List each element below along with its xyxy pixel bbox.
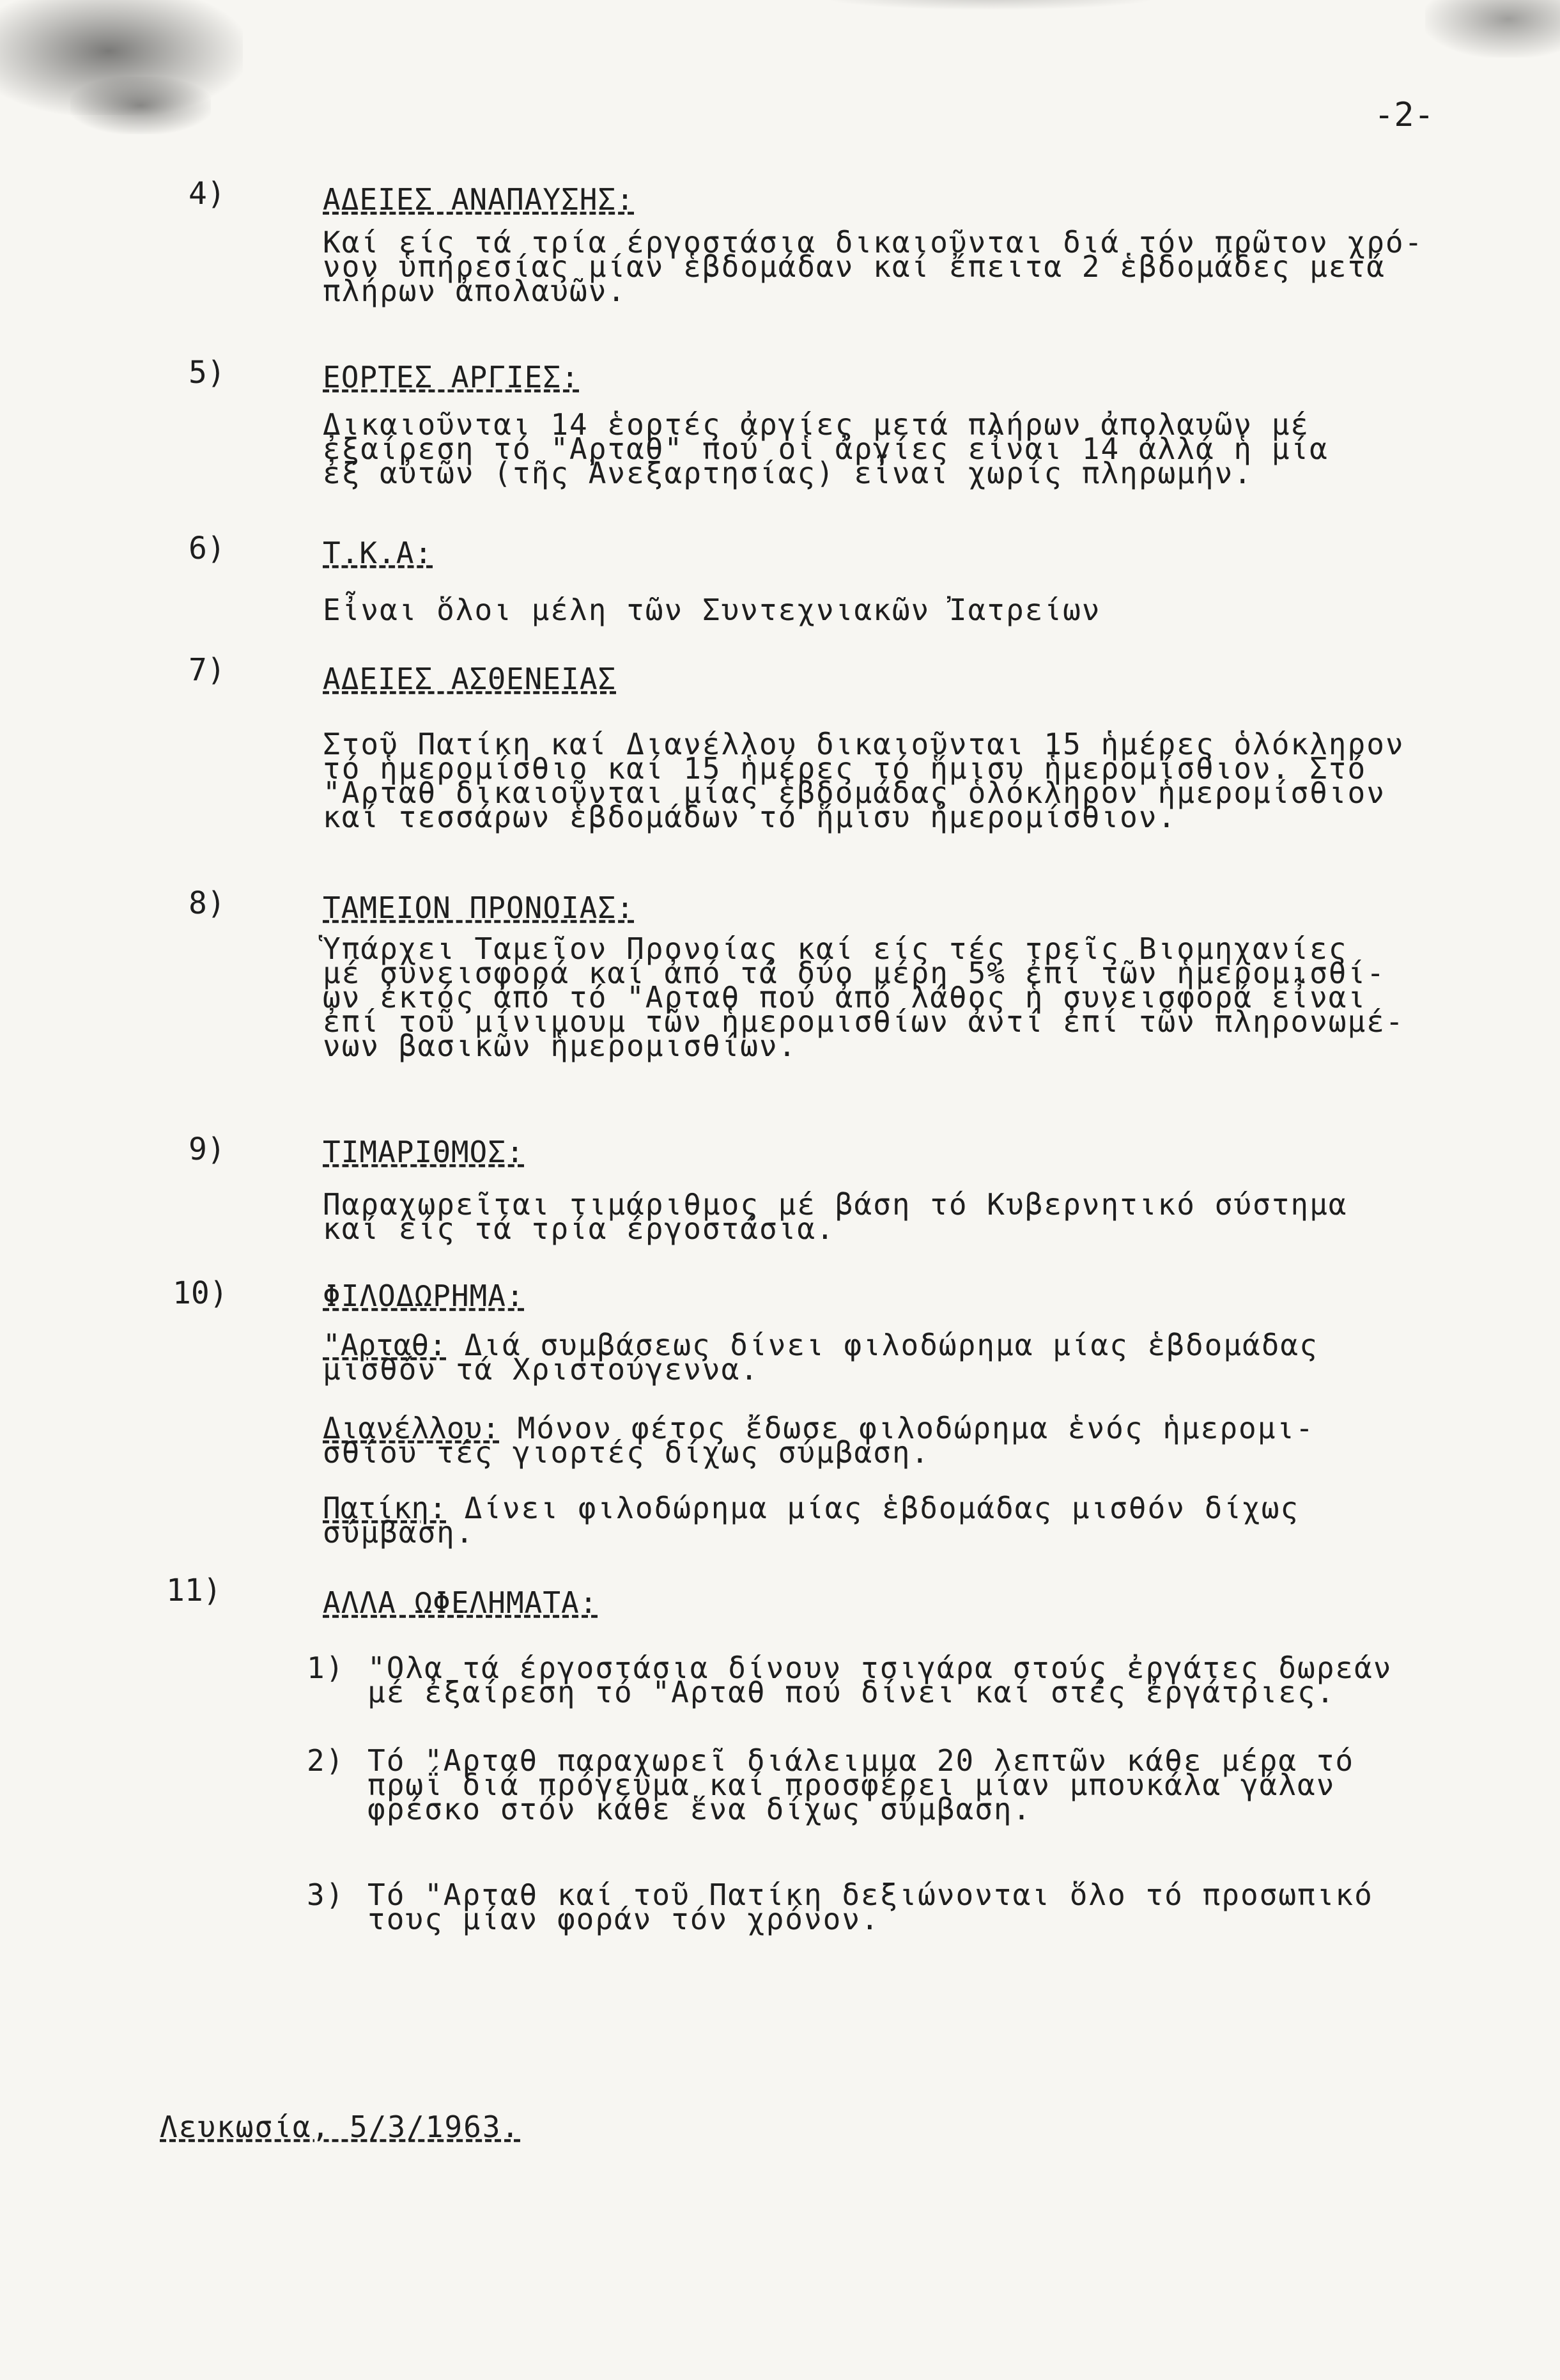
section-title: ΑΛΛΑ ΩΦΕΛΗΜΑΤΑ: [323,1585,598,1620]
section-body: Στοῦ Πατίκη καί Διανέλλου δικαιοῦνται 15 ἡμέρες ὁλόκληρον τό ἡμερομίσθιο καί 15 ἡμέρες τό ἥμισυ ἡμερομίσθιον. Στό "Αρταθ δικαιοῦνται μίας ἑβδομάδας ὁλόκληρον ἡμερομίσθιον καί τεσσάρων ἑβδομάδων τό ἥμισυ ἡμερομίσθιον. [323,727,1405,834]
section-title: ΑΔΕΙΕΣ ΑΝΑΠΑΥΣΗΣ: [323,182,635,217]
bonus-label: Πατίκη: [323,1491,447,1525]
section-number: 6) [189,531,226,566]
benefit-text: "Ολα τά έργοστάσια δίνουν τσιγάρα στούς ἐργάτες δωρεάν μέ ἐξαίρεση τό "Αρταθ πού δίνει καί στές ἐργάτριες. [367,1651,1393,1709]
benefit-number: 2) [307,1743,345,1778]
benefit-item [307,1651,1457,1709]
benefit-text: Τό "Αρταθ παραχωρεῖ διάλειμμα 20 λεπτῶν κάθε μέρα τό πρωΐ διά πρόγευμα καί προσφέρει μίαν μπουκάλα γάλαν φρέσκο στόν κάθε ἕνα δίχως σύμβαση. [367,1743,1355,1826]
bonus-entry-dianellou [323,1411,1460,1470]
bonus-label: "Αρταθ: [323,1328,447,1362]
section-title: ΦΙΛΟΔΩΡΗΜΑ: [323,1279,525,1313]
section-number: 10) [173,1275,228,1311]
section-title: ΤΑΜΕΙΟΝ ΠΡΟΝΟΙΑΣ: [323,891,635,925]
bonus-label: Διανέλλου: [323,1411,500,1445]
section-body: Καί είς τά τρία έργοστάσια δικαιοῦνται διά τόν πρῶτον χρό- νον ὑπηρεσίας μίαν ἑβδομάδαν καί ἔπειτα 2 ἑβδομάδες μετά πλήρων ἀπολαυῶν. [323,225,1424,308]
section-body: Ὑπάρχει Ταμεῖον Προνοίας καί είς τές τρεῖς Βιομηχανίες μέ συνεισφορά καί ἀπό τά δύο μέρη 5% ἐπί τῶν ἡμερομισθί- ων ἐκτός ἀπό τό "Αρταθ πού ἀπό λάθος ἡ συνεισφορά εἶναι ἐπί τοῦ μίνιμουμ τῶν ἡμερομισθίων ἀντί ἐπί τῶν πληρονωμέ- νων βασικῶν ἡμερομισθίων. [323,931,1405,1063]
bonus-entry-artath [323,1328,1460,1387]
benefit-number: 1) [307,1651,345,1685]
section-number: 9) [189,1132,226,1167]
bonus-text: Δίνει φιλοδώρημα μίας ἑβδομάδας μισθόν δίχως σύμβαση. [323,1491,1300,1550]
section-number: 8) [189,885,226,921]
scan-smudge [0,0,243,115]
section-title: Τ.Κ.Α: [323,536,433,570]
scan-smudge [70,77,211,134]
place-date: Λευκωσία, 5/3/1963. [160,2110,521,2144]
section-number: 4) [189,176,226,212]
section-title: ΕΟΡΤΕΣ ΑΡΓΙΕΣ: [323,360,580,394]
section-number: 7) [189,652,226,688]
section-title: ΤΙΜΑΡΙΘΜΟΣ: [323,1135,525,1169]
scan-smudge [831,0,1150,10]
benefit-number: 3) [307,1878,345,1912]
section-body: Παραχωρεῖται τιμάριθμος μέ βάση τό Κυβερνητικό σύστημα καί είς τά τρία έργοστάσια. [323,1187,1348,1246]
section-number: 5) [189,355,226,391]
scan-smudge [1425,0,1560,58]
bonus-text: Διά συμβάσεως δίνει φιλοδώρημα μίας ἑβδομάδας μισθόν τά Χριστούγεννα. [323,1328,1318,1387]
page-number: -2- [1374,96,1434,134]
benefit-item [307,1743,1457,1826]
section-number: 11) [166,1573,222,1608]
benefit-item [307,1878,1457,1936]
bonus-entry-patiki [323,1491,1460,1550]
section-body: Εἶναι ὅλοι μέλη τῶν Συντεχνιακῶν Ἰατρείων [323,593,1101,627]
section-title: ΑΔΕΙΕΣ ΑΣΘΕΝΕΙΑΣ [323,662,617,696]
bonus-text: Μόνον φέτος ἔδωσε φιλοδώρημα ἑνός ἡμερομι- σθίου τές γιορτές δίχως σύμβαση. [323,1411,1315,1470]
benefit-text: Τό "Αρταθ καί τοῦ Πατίκη δεξιώνονται ὅλο τό προσωπικό τους μίαν φοράν τόν χρόνον. [367,1878,1373,1936]
section-body: Δικαιοῦνται 14 ἑορτές ἀργίες μετά πλήρων ἀπολαυῶν μέ ἐξαίρεση τό "Αρταθ" πού οἱ ἀργίες εἶναι 14 ἀλλά ἡ μία ἐξ αὐτῶν (τῆς Ἀνεξαρτησίας) εἶναι χωρίς πληρωμήν. [323,407,1329,490]
